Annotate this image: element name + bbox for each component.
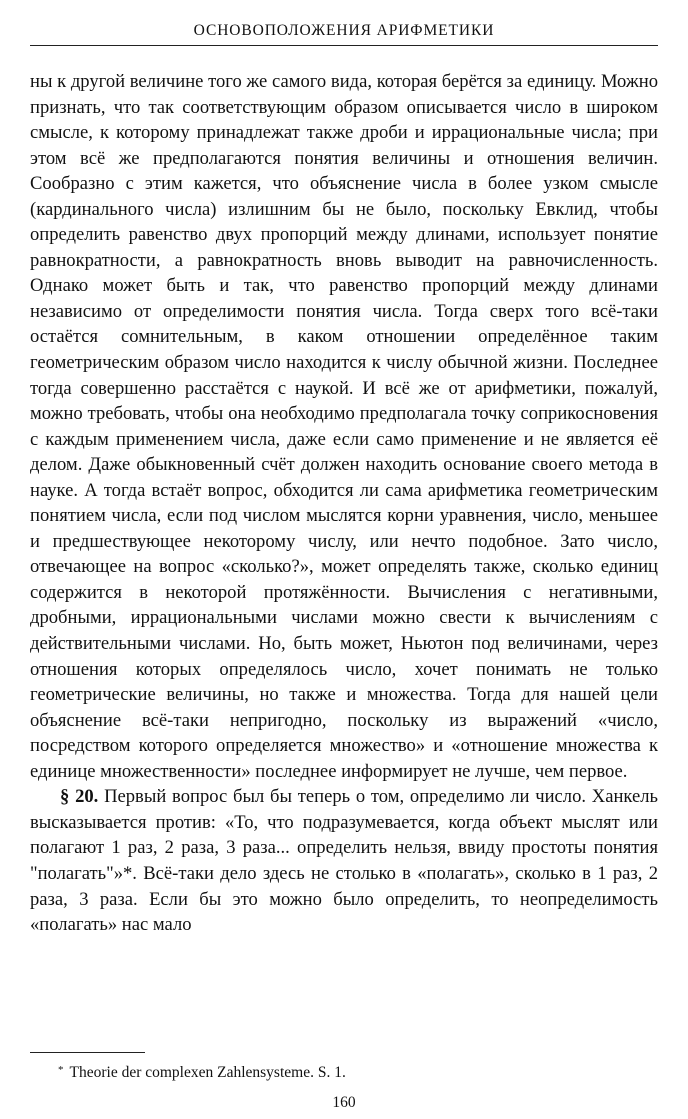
footnote-text: Theorie der complexen Zahlensysteme. S. 1.: [69, 1064, 346, 1081]
header-rule: [30, 45, 658, 46]
paragraph-text: Первый вопрос был бы теперь о том, определимо ли число. Ханкель высказывается против: «То, что подразумевается, когда объект мыслят или полагают 1 раз, 2 раза, 3 раза... определить нельзя, ввиду простоты понятия "полагать"»*. Всё-таки дело здесь не столько в «полагать», сколько в 1 раз, 2 раза, 3 раза. Если бы это можно было определить, то неопределимость «полагать» нас мало: [30, 786, 659, 936]
body-text: [30, 69, 658, 938]
footnote-rule: [30, 1052, 145, 1053]
section-number: § 20.: [60, 786, 99, 808]
footnote-mark: *: [58, 1064, 64, 1076]
running-head: ОСНОВОПОЛОЖЕНИЯ АРИФМЕТИКИ: [193, 22, 495, 39]
footnote: [58, 1064, 346, 1082]
paragraph: ны к другой величине того же самого вида, которая берётся за единицу. Можно признать, что так соответствующим образом описывается число в широком смысле, к которому принадлежат также дроби и иррациональные числа; при этом всё же предполагаются понятия величины и отношения величин. Сообразно с этим кажется, что объяснение числа в более узком смысле (кардинального числа) излишним бы не было, поскольку Евклид, чтобы определить равенство двух пропорций между длинами, использует понятие равнократности, а равнократность вновь выводит на равночисленность. Однако может быть и так, что равенство пропорций между длинами независимо от определимости понятия числа. Тогда сверх того всё-таки остаётся сомнительным, в каком отношении определённое таким геометрическим образом число находится к числу обычной жизни. Последнее тогда совершенно расстаётся с наукой. И всё же от арифметики, пожалуй, можно требовать, чтобы она необходимо предполагала точку соприкосновения с каждым применением числа, даже если само применение и не является её делом. Даже обыкновенный счёт должен находить основание своего метода в науке. А тогда встаёт вопрос, обходится ли сама арифметика геометрическим понятием числа, если под числом мыслятся корни уравнения, число, меньшее и предшествующее некоторому числу, или нечто подобное. Зато число, отвечающее на вопрос «сколько?», может определять также, сколько единиц содержится в некоторой протяжённости. Вычисления с негативными, дробными, иррациональными числами можно свести к вычислениям с действительными числами. Но, быть может, Ньютон под величинами, через отношения которых определялось число, хочет понимать не только геометрические величины, но также и множества. Тогда для нашей цели объяснение всё-таки непригодно, поскольку из выражений «число, посредством которого определяется множество» и «отношение множества к единице множественности» последнее информирует не лучше, чем первое.: [30, 71, 658, 782]
page-number: 160: [332, 1094, 356, 1111]
paragraph-section-20: [30, 784, 658, 937]
